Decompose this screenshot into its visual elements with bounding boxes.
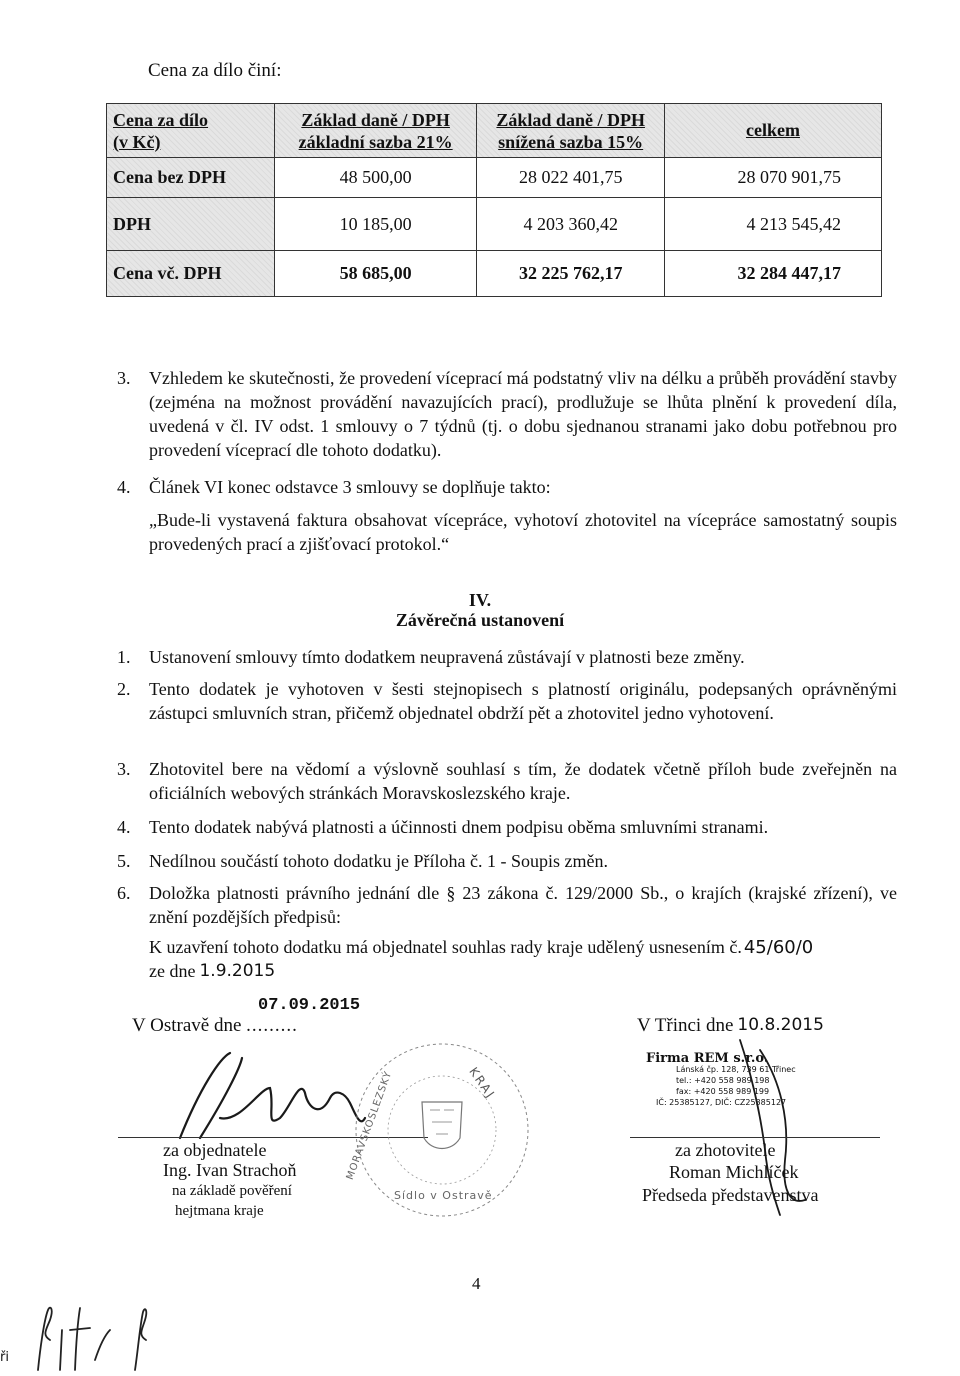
header-basic-line2: základní sazba 21% [298, 131, 453, 152]
left-role: za objednatele [163, 1140, 267, 1160]
left-note-2: hejtmana kraje [175, 1203, 264, 1219]
header-cell-price [107, 104, 275, 158]
right-role: za zhotovitele [675, 1140, 776, 1160]
point-number: 4. [117, 477, 131, 497]
right-place: V Třinci dne [637, 1015, 734, 1036]
cell-reduced: 4 203 360,42 [477, 198, 664, 251]
cell-reduced: 28 022 401,75 [477, 158, 664, 198]
corner-initials-text: ři [0, 1350, 9, 1365]
header-total: celkem [745, 120, 800, 140]
table-row [107, 158, 882, 198]
point-text: Ustanovení smlouvy tímto dodatkem neupravená zůstávají v platnosti beze změny. [149, 647, 745, 667]
cell-total: 32 284 447,17 [664, 251, 881, 297]
corner-initials [0, 1300, 160, 1376]
point-text: Článek VI konec odstavce 3 smlouvy se doplňuje takto: [149, 477, 551, 497]
final-point-1 [117, 645, 897, 669]
header-reduced-line2: snížená sazba 15% [498, 131, 644, 152]
row-label: Cena bez DPH [107, 158, 275, 198]
right-place-date [637, 1015, 824, 1037]
left-place-date: V Ostravě dne ......... [132, 1015, 298, 1036]
point-4 [117, 475, 897, 499]
point-3 [117, 366, 897, 462]
company-stamp-line1: Firma REM s.r.o. [646, 1051, 769, 1066]
cell-basic: 58 685,00 [274, 251, 477, 297]
header-basic-line1: Základ daně / DPH [301, 109, 450, 130]
final-point-6 [117, 881, 897, 929]
left-place: V Ostravě dne [132, 1015, 242, 1036]
cell-total: 28 070 901,75 [664, 158, 881, 198]
point-text: Tento dodatek nabývá platnosti a účinnosti dnem podpisu oběma smluvními stranami. [149, 817, 769, 837]
cell-reduced: 32 225 762,17 [477, 251, 664, 297]
left-signature [170, 1048, 370, 1148]
header-price-line1: Cena za dílo [113, 109, 209, 130]
point-number: 6. [117, 883, 131, 903]
resolution-handwritten: 45/60/0 [743, 937, 814, 958]
point-number: 2. [117, 679, 131, 699]
point-text: Vzhledem ke skutečnosti, že provedení víceprací má podstatný vliv na délku a průběh provádění stavby (zejména na možnost provádění navazujících prací), prodlužuje se lhůta plnění k provedení díla, uvedená v čl. IV odst. 1 smlouvy o 7 týdnů (tj. o dobu sjednanou stranami jako dobu potřebnou pro provedení víceprací dle tohoto dodatku). [149, 368, 897, 460]
header-cell-reduced-rate [477, 104, 664, 158]
header-cell-total [664, 104, 881, 158]
point-text: Nedílnou součástí tohoto dodatku je Příloha č. 1 - Soupis změn. [149, 851, 608, 871]
point-text: Doložka platnosti právního jednání dle § 23 zákona č. 129/2000 Sb., o krajích (krajské zřízení), ve znění pozdějších předpisů: [149, 883, 897, 927]
point-text: Zhotovitel bere na vědomí a výslovně souhlasí s tím, že dodatek včetně příloh bude zveřejněn na oficiálních webových stránkách Moravskoslezského kraje. [149, 759, 897, 803]
header-reduced-line1: Základ daně / DPH [496, 109, 645, 130]
right-title: Předseda představenstva [642, 1185, 819, 1205]
round-stamp-top: KRAJ [466, 1064, 499, 1102]
header-price-line2: (v Kč) [113, 131, 161, 152]
row-label: Cena vč. DPH [107, 251, 275, 297]
section-number: IV. [468, 590, 492, 610]
final-point-4 [117, 815, 897, 839]
section-title: Závěrečná ustanovení [395, 610, 565, 630]
point-number: 5. [117, 851, 131, 871]
right-name: Roman Michlíček [669, 1162, 799, 1182]
clause-date-handwritten: 1.9.2015 [199, 961, 276, 981]
left-name: Ing. Ivan Strachoň [163, 1160, 297, 1180]
official-round-stamp [344, 1040, 532, 1220]
right-signature-line [630, 1137, 880, 1138]
clause-text: K uzavření tohoto dodatku má objednatel souhlas rady kraje udělený usnesením č. [149, 937, 742, 957]
company-stamp-line2: Lánská čp. 128, 739 61 Třinec [676, 1065, 796, 1074]
intro-text: Cena za dílo činí: [148, 60, 282, 81]
final-point-5 [117, 849, 897, 873]
cell-total: 4 213 545,42 [664, 198, 881, 251]
round-stamp-left: MORAVSKOSLEZSKÝ [344, 1069, 395, 1182]
left-date-stamp: 07.09.2015 [258, 996, 361, 1015]
price-table [106, 103, 882, 297]
quote-text: „Bude-li vystavená faktura obsahovat vícepráce, vyhotoví zhotovitel na vícepráce samostatný soupis provedených prací a zjišťovací protokol.“ [149, 510, 897, 554]
clause-date-prefix: ze dne [149, 961, 196, 981]
page-number: 4 [472, 1274, 481, 1293]
table-header-row [107, 104, 882, 158]
company-stamp-line3: tel.: +420 558 989 198 [676, 1076, 770, 1085]
row-label: DPH [107, 198, 275, 251]
company-stamp-line4: fax: +420 558 989 199 [676, 1087, 770, 1096]
cell-basic: 10 185,00 [274, 198, 477, 251]
table-row [107, 251, 882, 297]
final-point-3 [117, 757, 897, 805]
right-date-handwritten: 10.8.2015 [737, 1015, 824, 1035]
clause-line [149, 937, 814, 958]
clause-date-line [149, 961, 276, 982]
table-row [107, 198, 882, 251]
cell-basic: 48 500,00 [274, 158, 477, 198]
left-note-1: na základě pověření [172, 1183, 292, 1199]
final-point-2 [117, 677, 897, 725]
point-number: 3. [117, 368, 131, 388]
company-stamp-line5: IČ: 25385127, DIČ: CZ25385127 [656, 1098, 787, 1107]
point-number: 4. [117, 817, 131, 837]
point-number: 3. [117, 759, 131, 779]
point-number: 1. [117, 647, 131, 667]
quote-block [149, 508, 897, 556]
header-cell-basic-rate [274, 104, 477, 158]
point-text: Tento dodatek je vyhotoven v šesti stejnopisech s platností originálu, podepsaných oprávněnými zástupci smluvních stran, přičemž objednatel obdrží pět a zhotovitel jedno vyhotovení. [149, 679, 897, 723]
round-stamp-bottom: Sídlo v Ostravě [394, 1189, 493, 1202]
